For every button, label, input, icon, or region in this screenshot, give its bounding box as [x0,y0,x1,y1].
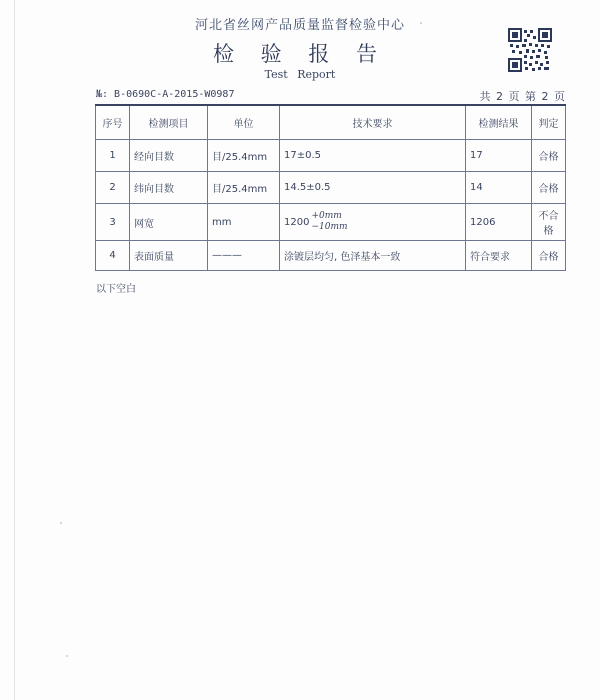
tolerance-limits [311,211,347,233]
cell-result: 17 [466,140,532,172]
tolerance-upper: +0mm [311,211,342,221]
cell-verdict: 合格 [532,140,566,172]
cell-requirement: 14.5±0.5 [280,172,466,204]
header-unit: 单位 [208,105,280,140]
cell-unit: 目/25.4mm [208,172,280,204]
report-number: №: B-0690C-A-2015-W0987 [96,89,235,100]
cell-item: 纬向目数 [130,172,208,204]
tolerance-expression [284,211,348,233]
blank-below-note: 以下空白 [96,284,136,295]
cell-item: 网宽 [130,204,208,241]
cell-unit: 目/25.4mm [208,140,280,172]
cell-verdict: 合格 [532,172,566,204]
cell-no: 3 [96,204,130,241]
table-header-row [96,105,566,140]
tolerance-base: 1200 [284,216,310,228]
cell-item: 经向目数 [130,140,208,172]
cell-result: 符合要求 [466,241,532,271]
header-no: 序号 [96,105,130,140]
cell-requirement: 17±0.5 [280,140,466,172]
table-row [96,172,566,204]
page-edge [14,0,15,700]
cell-requirement [280,204,466,241]
cell-unit: mm [208,204,280,241]
scan-speck [60,522,62,524]
header-result: 检测结果 [466,105,532,140]
cell-result: 14 [466,172,532,204]
tolerance-lower: −10mm [311,222,348,232]
header-requirement: 技术要求 [280,105,466,140]
scan-speck [420,22,422,24]
cell-requirement: 涂镀层均匀, 色泽基本一致 [280,241,466,271]
table-row [96,140,566,172]
table-row [96,204,566,241]
qr-code-icon [508,28,552,72]
report-title-en: Test Report [264,68,336,81]
cell-result: 1206 [466,204,532,241]
cell-no: 1 [96,140,130,172]
header-item: 检测项目 [130,105,208,140]
organization-name: 河北省丝网产品质量监督检验中心 [194,18,405,33]
table-row [96,241,566,271]
cell-verdict: 合格 [532,241,566,271]
cell-verdict: 不合格 [532,204,566,241]
cell-no: 2 [96,172,130,204]
page-count: 共 2 页 第 2 页 [479,90,566,103]
header-verdict: 判定 [532,105,566,140]
scan-speck [66,655,68,657]
cell-unit: ——— [208,241,280,271]
results-table [95,104,566,271]
cell-item: 表面质量 [130,241,208,271]
cell-no: 4 [96,241,130,271]
report-title: 检 验 报 告 [212,42,388,66]
